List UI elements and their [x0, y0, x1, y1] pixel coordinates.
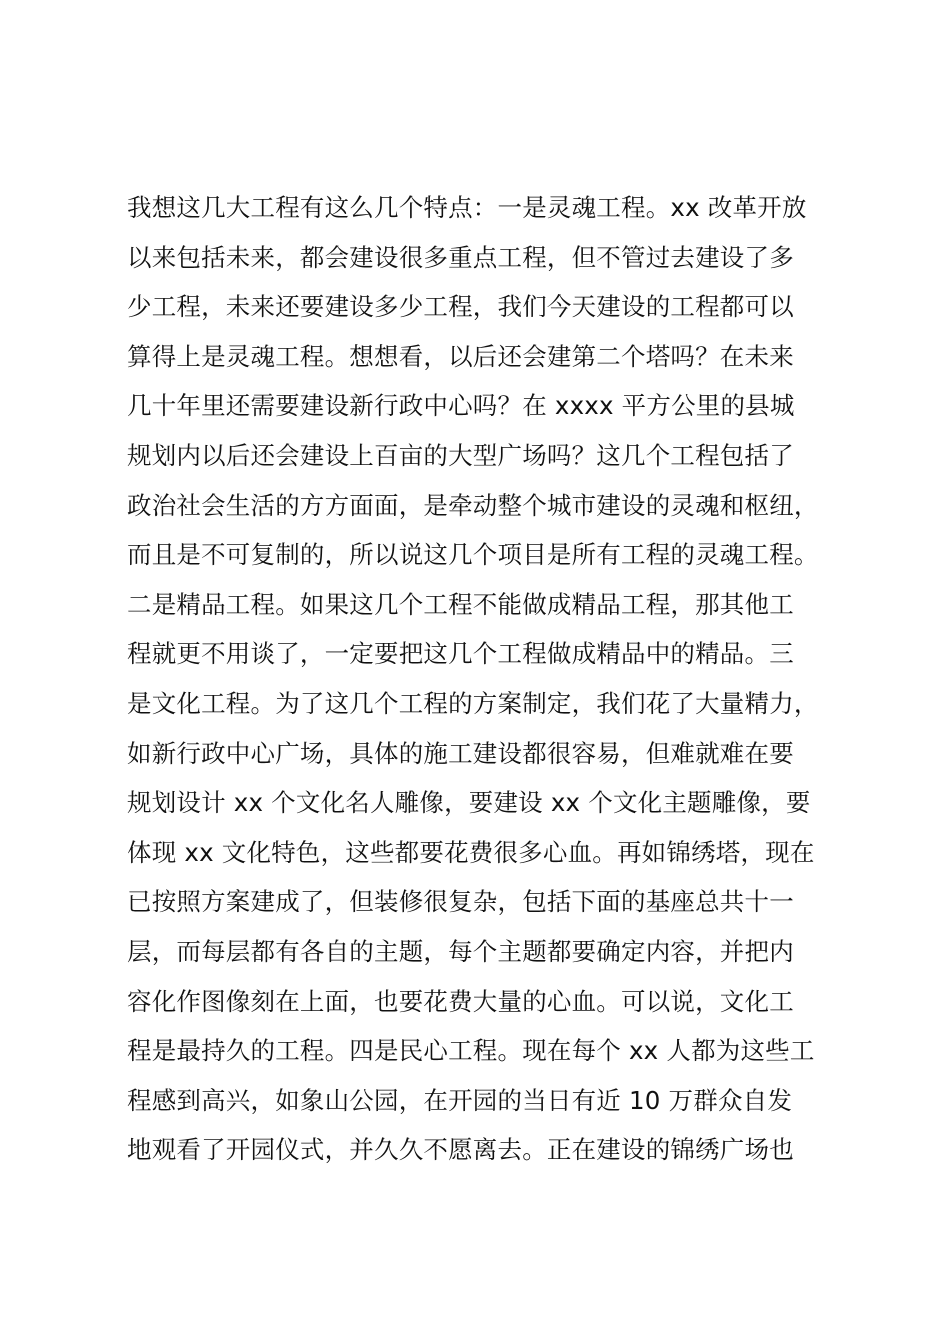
text-line: 程是最持久的工程。四是民心工程。现在每个 xx 人都为这些工	[127, 1036, 815, 1066]
text-line: 而且是不可复制的，所以说这几个项目是所有工程的灵魂工程。	[127, 540, 819, 570]
body-paragraph	[127, 183, 857, 1175]
text-line: 规划设计 xx 个文化名人雕像，要建设 xx 个文化主题雕像，要	[127, 788, 811, 818]
text-line: 程就更不用谈了，一定要把这几个工程做成精品中的精品。三	[127, 639, 794, 669]
text-line: 少工程，未来还要建设多少工程，我们今天建设的工程都可以	[127, 292, 794, 322]
text-line: 规划内以后还会建设上百亩的大型广场吗？这几个工程包括了	[127, 440, 794, 470]
text-line: 容化作图像刻在上面，也要花费大量的心血。可以说，文化工	[127, 986, 794, 1016]
text-line: 已按照方案建成了，但装修很复杂，包括下面的基座总共十一	[127, 887, 794, 917]
text-line: 几十年里还需要建设新行政中心吗？在 xxxx 平方公里的县城	[127, 391, 795, 421]
text-line: 算得上是灵魂工程。想想看，以后还会建第二个塔吗？在未来	[127, 341, 794, 371]
text-line: 层，而每层都有各自的主题，每个主题都要确定内容，并把内	[127, 936, 794, 966]
text-line: 二是精品工程。如果这几个工程不能做成精品工程，那其他工	[127, 589, 794, 619]
text-line: 是文化工程。为了这几个工程的方案制定，我们花了大量精力，	[127, 688, 819, 718]
text-line: 体现 xx 文化特色，这些都要花费很多心血。再如锦绣塔，现在	[127, 837, 815, 867]
text-line: 政治社会生活的方方面面，是牵动整个城市建设的灵魂和枢纽，	[127, 490, 819, 520]
text-line: 地观看了开园仪式，并久久不愿离去。正在建设的锦绣广场也	[127, 1135, 794, 1165]
text-line: 以来包括未来，都会建设很多重点工程，但不管过去建设了多	[127, 242, 794, 272]
text-line: 如新行政中心广场，具体的施工建设都很容易，但难就难在要	[127, 738, 794, 768]
text-line: 程感到高兴，如象山公园，在开园的当日有近 10 万群众自发	[127, 1085, 793, 1115]
text-line: 我想这几大工程有这么几个特点：一是灵魂工程。xx 改革开放	[127, 193, 807, 222]
